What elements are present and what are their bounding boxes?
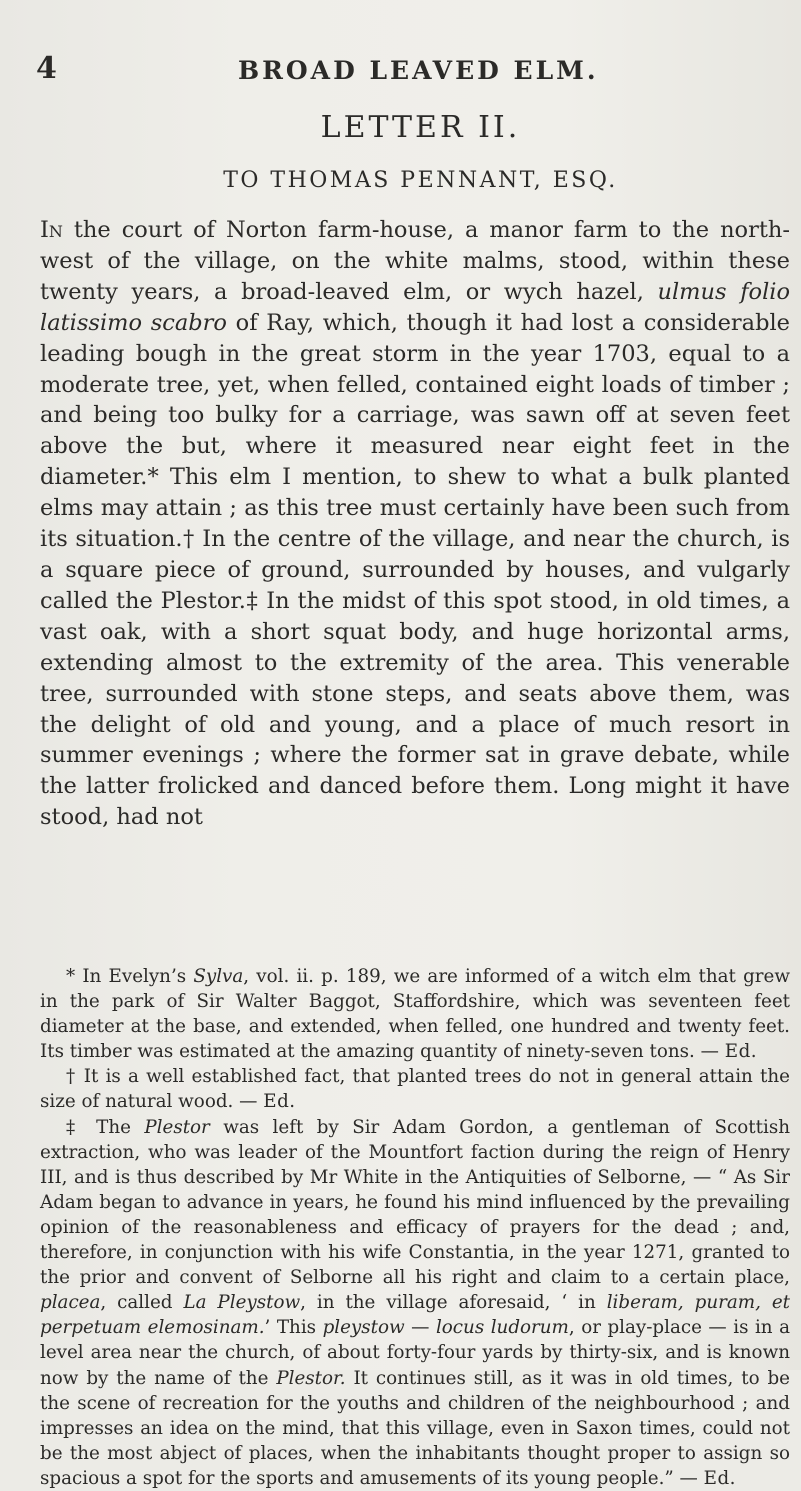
footnote-3-italic-7: Plestor. bbox=[276, 1367, 346, 1389]
footnote-3-text-8: It continues still, as it was in old times, to be the scene of recreation for the youths and children of the neighbourhood ; and impresses an idea on the mind, that this village, even in Saxon times, could not be the most abject of places, when the inhabitants thought proper to assign so spacious a spot for the sports and amusements of its young people.” — bbox=[40, 1367, 790, 1489]
footnote-3 bbox=[40, 1115, 790, 1491]
footnote-3-italic-5: pleystow bbox=[322, 1317, 405, 1339]
footnote-3-italic-2: placea bbox=[40, 1292, 101, 1314]
footnote-3-text-5: ’ This bbox=[264, 1317, 323, 1339]
footnote-2 bbox=[40, 1064, 790, 1114]
footnote-3-italic-4: liberam, puram, et perpetuam elemosinam. bbox=[40, 1292, 790, 1339]
body-text-part-1: the court of Norton farm-house, a manor farm to the north-west of the village, on the white malms, stood, within these twenty years, a broad-leaved elm, or wych hazel, bbox=[40, 217, 790, 305]
footnote-3-text-4: , in the village aforesaid, ‘ in bbox=[300, 1292, 607, 1314]
footnote-3-text-2: was left by Sir Adam Gordon, a gentleman of Scottish extraction, who was leader of the Mountfort faction during the reign of Henry III, and is thus described by Mr White in the Antiquities of Selborne, — “ As Sir Adam began to advance in years, he found his mind influenced by the prevailing opinion of the reasonableness and efficacy of prayers for the dead ; and, therefore, in conjunction with his wife Constantia, in the year 1271, granted to the prior and convent of Selborne all his right and claim to a certain place, bbox=[40, 1116, 790, 1289]
footnote-1-signature: Ed. bbox=[724, 1041, 758, 1063]
page-number: 4 bbox=[36, 51, 57, 86]
initial-word: In bbox=[40, 217, 63, 243]
footnote-1-text: * In Evelyn’s bbox=[66, 966, 194, 987]
footnote-1 bbox=[40, 964, 790, 1064]
footnote-3-signature: Ed. bbox=[703, 1467, 736, 1489]
footnote-3-italic-6: locus ludorum bbox=[435, 1317, 569, 1339]
footnote-3-italic-1: Plestor bbox=[144, 1116, 210, 1138]
footnote-3-text-7: , or play-place — is in a level area near the church, of about forty-four yards by thirty-six, and is known now by the name of the bbox=[40, 1317, 790, 1389]
footnote-3-italic-3: La Pleystow bbox=[183, 1292, 301, 1314]
footnote-3-text-6: — bbox=[404, 1317, 436, 1339]
letter-body bbox=[40, 215, 790, 833]
letter-heading: LETTER II. bbox=[320, 110, 521, 145]
footnote-3-text-3: , called bbox=[100, 1292, 184, 1314]
running-head bbox=[36, 52, 796, 92]
latin-name: ulmus folio latissimo scabro bbox=[40, 278, 791, 336]
body-text-part-2: of Ray, which, though it had lost a considerable leading bough in the great storm in the year 1703, equal to a moderate tree, yet, when felled, contained eight loads of timber ; and being too bulky for a carriage, was sawn off at seven feet above the but, where it measured near eight feet in the diameter.* This elm I mention, to shew to what a bulk planted elms may attain ; as this tree must certainly have been such from its situation.† In the centre of the village, and near the church, is a square piece of ground, surrounded by houses, and vulgarly called the Plestor.‡ In the midst of this spot stood, in old times, a vast oak, with a short squat body, and huge horizontal arms, extending almost to the extremity of the area. This venerable tree, surrounded with stone steps, and seats above them, was the delight of old and young, and a place of much resort in summer evenings ; where the former sat in grave debate, while the latter frolicked and danced before them. Long might it have stood, had not bbox=[40, 309, 790, 831]
footnote-3-text: ‡ The bbox=[66, 1116, 145, 1138]
footnote-1-text-2: , vol. ii. p. 189, we are informed of a witch elm that grew in the park of Sir Walter Baggot, Staffordshire, which was seventeen feet diameter at the base, and extended, when felled, one hundred and twenty feet. Its timber was estimated at the amazing quantity of ninety-seven tons. — bbox=[40, 966, 790, 1063]
footnote-2-text: † It is a well established fact, that planted trees do not in general attain the size of natural wood. — bbox=[40, 1066, 790, 1113]
footnotes bbox=[40, 964, 790, 1491]
footnote-2-signature: Ed. bbox=[263, 1091, 296, 1113]
letter-addressee: TO THOMAS PENNANT, ESQ. bbox=[223, 168, 618, 193]
footnote-1-italic: Sylva bbox=[193, 966, 244, 987]
running-title: BROAD LEAVED ELM. bbox=[238, 56, 599, 85]
